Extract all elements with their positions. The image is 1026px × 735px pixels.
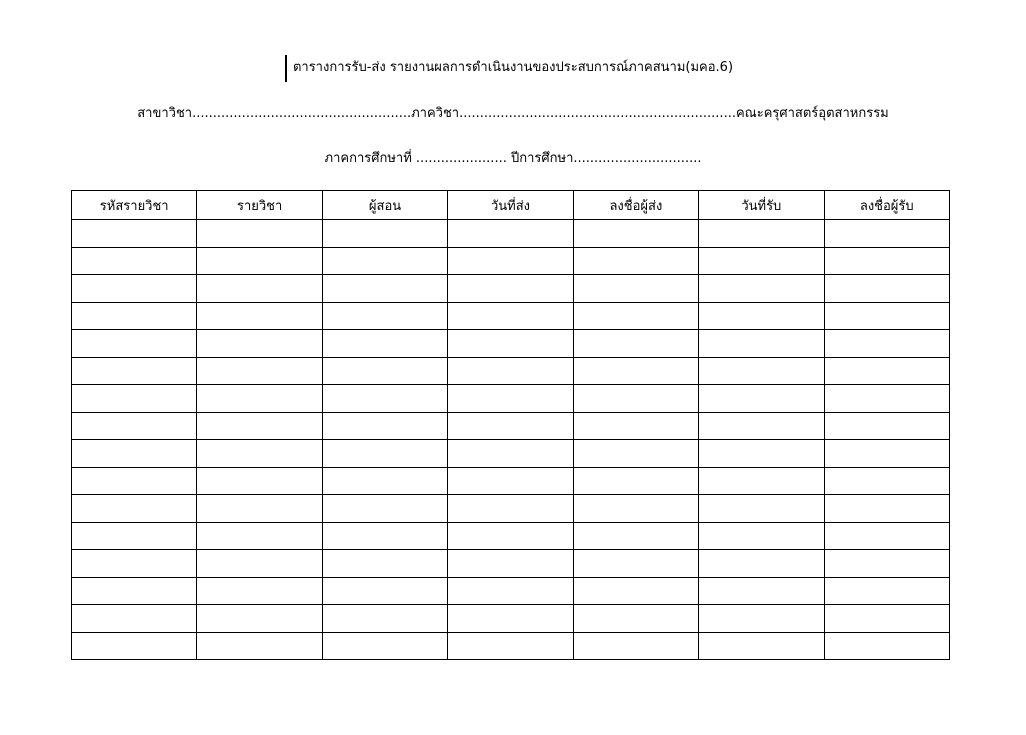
table-cell[interactable] xyxy=(824,577,949,605)
table-cell[interactable] xyxy=(322,550,447,578)
handover-table xyxy=(71,190,950,660)
column-header: รหัสรายวิชา xyxy=(72,191,197,220)
table-row xyxy=(72,550,950,578)
table-row xyxy=(72,247,950,275)
department-line: สาขาวิชา.....................................................ภาควิชา...................................................................คณะครุศาสตร์อุตสาหกรรม xyxy=(137,106,889,121)
table-cell[interactable] xyxy=(699,467,824,495)
table-cell[interactable] xyxy=(72,385,197,413)
table-cell[interactable] xyxy=(699,330,824,358)
table-cell[interactable] xyxy=(699,495,824,523)
table-cell[interactable] xyxy=(573,247,698,275)
table-cell[interactable] xyxy=(824,385,949,413)
document-title: ตารางการรับ-ส่ง รายงานผลการดำเนินงานของประสบการณ์ภาคสนาม(มคอ.6) xyxy=(292,60,734,75)
table-cell[interactable] xyxy=(573,577,698,605)
table-cell[interactable] xyxy=(322,495,447,523)
table-row xyxy=(72,357,950,385)
table-cell[interactable] xyxy=(448,495,573,523)
table-cell[interactable] xyxy=(322,522,447,550)
table-cell[interactable] xyxy=(322,302,447,330)
table-cell[interactable] xyxy=(322,275,447,303)
table-cell[interactable] xyxy=(322,605,447,633)
column-header: ลงชื่อผู้รับ xyxy=(824,191,949,220)
table-cell[interactable] xyxy=(699,247,824,275)
table-cell[interactable] xyxy=(824,605,949,633)
column-header: ลงชื่อผู้ส่ง xyxy=(573,191,698,220)
table-cell[interactable] xyxy=(72,440,197,468)
table-cell[interactable] xyxy=(72,275,197,303)
table-cell[interactable] xyxy=(197,330,322,358)
table-cell[interactable] xyxy=(573,550,698,578)
table-cell[interactable] xyxy=(322,440,447,468)
table-row xyxy=(72,412,950,440)
table-cell[interactable] xyxy=(448,220,573,248)
table-cell[interactable] xyxy=(824,495,949,523)
table-cell[interactable] xyxy=(573,440,698,468)
table-cell[interactable] xyxy=(197,357,322,385)
table-cell[interactable] xyxy=(573,330,698,358)
table-cell[interactable] xyxy=(72,220,197,248)
table-cell[interactable] xyxy=(699,412,824,440)
table-cell[interactable] xyxy=(72,522,197,550)
table-cell[interactable] xyxy=(448,550,573,578)
table-cell[interactable] xyxy=(72,550,197,578)
table-cell[interactable] xyxy=(72,605,197,633)
table-row xyxy=(72,605,950,633)
table-row xyxy=(72,220,950,248)
table-row xyxy=(72,302,950,330)
table-cell[interactable] xyxy=(72,632,197,660)
column-header: ผู้สอน xyxy=(322,191,447,220)
table-header-row xyxy=(72,191,950,220)
table-row xyxy=(72,495,950,523)
table-cell[interactable] xyxy=(448,522,573,550)
table-cell[interactable] xyxy=(824,550,949,578)
table-cell[interactable] xyxy=(824,632,949,660)
table-cell[interactable] xyxy=(448,247,573,275)
table-cell[interactable] xyxy=(448,467,573,495)
table-cell[interactable] xyxy=(197,385,322,413)
table-cell[interactable] xyxy=(197,302,322,330)
table-cell[interactable] xyxy=(448,302,573,330)
table-cell[interactable] xyxy=(573,302,698,330)
table-cell[interactable] xyxy=(573,412,698,440)
table-row xyxy=(72,467,950,495)
table-cell[interactable] xyxy=(197,605,322,633)
table-row xyxy=(72,577,950,605)
table-cell[interactable] xyxy=(322,385,447,413)
table-cell[interactable] xyxy=(824,440,949,468)
table-cell[interactable] xyxy=(699,522,824,550)
column-header: รายวิชา xyxy=(197,191,322,220)
table-cell[interactable] xyxy=(824,412,949,440)
table-cell[interactable] xyxy=(699,440,824,468)
table-cell[interactable] xyxy=(197,550,322,578)
table-cell[interactable] xyxy=(197,495,322,523)
table-cell[interactable] xyxy=(573,522,698,550)
table-cell[interactable] xyxy=(573,495,698,523)
table-cell[interactable] xyxy=(824,220,949,248)
column-header: วันที่ส่ง xyxy=(448,191,573,220)
column-header: วันที่รับ xyxy=(699,191,824,220)
table-cell[interactable] xyxy=(322,632,447,660)
table-cell[interactable] xyxy=(197,632,322,660)
table-cell[interactable] xyxy=(699,275,824,303)
table-cell[interactable] xyxy=(824,357,949,385)
table-cell[interactable] xyxy=(573,385,698,413)
table-cell[interactable] xyxy=(448,330,573,358)
table-cell[interactable] xyxy=(448,385,573,413)
table-cell[interactable] xyxy=(448,605,573,633)
table-cell[interactable] xyxy=(197,440,322,468)
table-row xyxy=(72,275,950,303)
table-cell[interactable] xyxy=(824,330,949,358)
table-cell[interactable] xyxy=(197,220,322,248)
table-cell[interactable] xyxy=(197,275,322,303)
table-cell[interactable] xyxy=(699,357,824,385)
table-cell[interactable] xyxy=(197,467,322,495)
table-cell[interactable] xyxy=(573,275,698,303)
term-line: ภาคการศึกษาที่ ...................... ปีการศึกษา............................... xyxy=(324,151,702,166)
table-cell[interactable] xyxy=(699,302,824,330)
table-cell[interactable] xyxy=(573,220,698,248)
table-cell[interactable] xyxy=(72,467,197,495)
table-cell[interactable] xyxy=(72,247,197,275)
table-cell[interactable] xyxy=(824,522,949,550)
table-cell[interactable] xyxy=(699,577,824,605)
table-cell[interactable] xyxy=(824,302,949,330)
table-cell[interactable] xyxy=(448,412,573,440)
table-cell[interactable] xyxy=(322,330,447,358)
table-cell[interactable] xyxy=(197,247,322,275)
table-cell[interactable] xyxy=(72,495,197,523)
table-row xyxy=(72,440,950,468)
table-cell[interactable] xyxy=(573,632,698,660)
table-cell[interactable] xyxy=(72,330,197,358)
table-cell[interactable] xyxy=(197,522,322,550)
table-cell[interactable] xyxy=(322,577,447,605)
table-cell[interactable] xyxy=(699,220,824,248)
table-cell[interactable] xyxy=(824,275,949,303)
table-cell[interactable] xyxy=(573,357,698,385)
table-cell[interactable] xyxy=(448,577,573,605)
table-cell[interactable] xyxy=(448,632,573,660)
table-cell[interactable] xyxy=(573,467,698,495)
table-cell[interactable] xyxy=(197,577,322,605)
table-cell[interactable] xyxy=(322,220,447,248)
table-cell[interactable] xyxy=(72,577,197,605)
table-cell[interactable] xyxy=(322,467,447,495)
table-cell[interactable] xyxy=(824,467,949,495)
table-cell[interactable] xyxy=(448,275,573,303)
table-cell[interactable] xyxy=(322,247,447,275)
table-cell[interactable] xyxy=(322,412,447,440)
table-cell[interactable] xyxy=(72,302,197,330)
table-cell[interactable] xyxy=(699,385,824,413)
table-row xyxy=(72,385,950,413)
table-cell[interactable] xyxy=(197,412,322,440)
table-cell[interactable] xyxy=(72,357,197,385)
table-cell[interactable] xyxy=(72,412,197,440)
table-row xyxy=(72,522,950,550)
table-cell[interactable] xyxy=(699,632,824,660)
table-cell[interactable] xyxy=(322,357,447,385)
table-body xyxy=(72,220,950,660)
table-cell[interactable] xyxy=(448,357,573,385)
table-row xyxy=(72,330,950,358)
table-cell[interactable] xyxy=(824,247,949,275)
table-cell[interactable] xyxy=(699,550,824,578)
table-cell[interactable] xyxy=(448,440,573,468)
table-cell[interactable] xyxy=(573,605,698,633)
table-row xyxy=(72,632,950,660)
table-cell[interactable] xyxy=(699,605,824,633)
